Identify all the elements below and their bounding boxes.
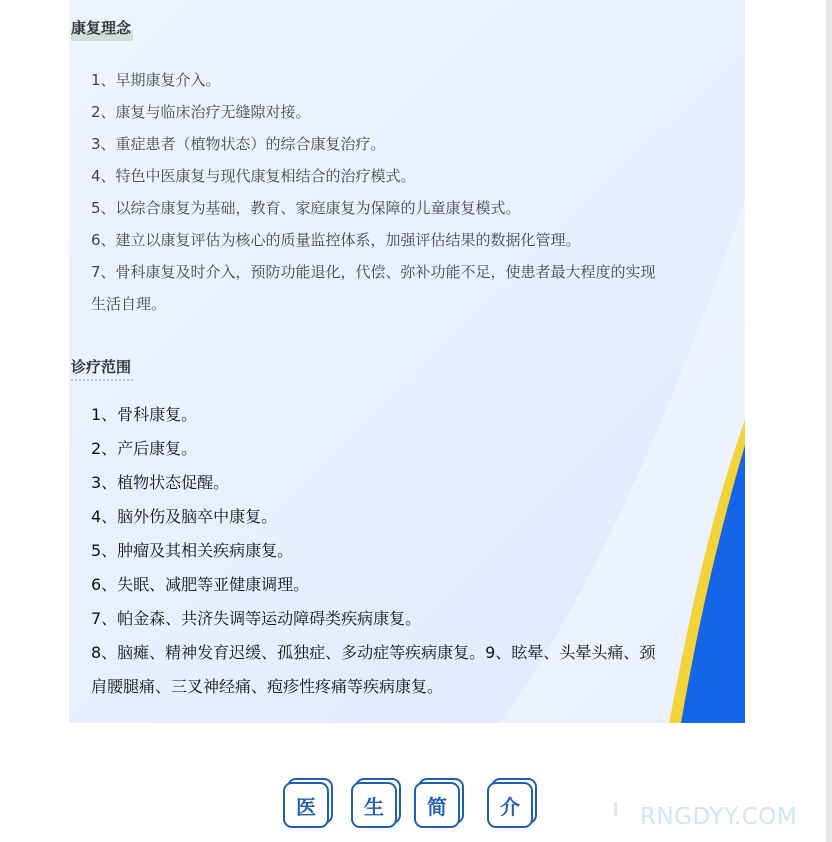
nav-button-sheng[interactable] — [351, 778, 399, 826]
list-item: 1、早期康复介入。 — [91, 71, 221, 89]
list-item: 7、骨科康复及时介入，预防功能退化，代偿、弥补功能不足，使患者最大程度的实现 — [91, 263, 656, 281]
watermark-text: RNGDYY.COM — [640, 804, 798, 830]
scope-list — [91, 398, 731, 704]
list-item: 5、肿瘤及其相关疾病康复。 — [91, 541, 294, 560]
nav-button-yi[interactable] — [283, 778, 331, 826]
list-item: 4、脑外伤及脑卒中康复。 — [91, 507, 278, 526]
list-item: 1、骨科康复。 — [91, 405, 198, 424]
doctor-intro-nav — [283, 778, 543, 828]
list-item: 5、以综合康复为基础，教育、家庭康复为保障的儿童康复模式。 — [91, 199, 521, 217]
list-item: 3、重症患者（植物状态）的综合康复治疗。 — [91, 135, 386, 153]
list-item: 7、帕金森、共济失调等运动障碍类疾病康复。 — [91, 609, 422, 628]
section-title-philosophy: 康复理念 — [71, 17, 133, 41]
list-item: 6、建立以康复评估为核心的质量监控体系，加强评估结果的数据化管理。 — [91, 231, 581, 249]
watermark-mark — [614, 802, 617, 816]
list-item: 2、康复与临床治疗无缝隙对接。 — [91, 103, 311, 121]
page-edge — [826, 0, 832, 842]
button-label: 简 — [414, 782, 460, 828]
nav-button-jie[interactable] — [487, 778, 535, 826]
list-item: 8、脑瘫、精神发育迟缓、孤独症、多动症等疾病康复。9、眩晕、头晕头痛、颈 — [91, 643, 656, 662]
list-item: 6、失眠、减肥等亚健康调理。 — [91, 575, 310, 594]
list-item: 生活自理。 — [91, 295, 167, 313]
section-title-scope: 诊疗范围 — [71, 356, 133, 381]
list-item: 4、特色中医康复与现代康复相结合的治疗模式。 — [91, 167, 416, 185]
content-panel — [69, 0, 745, 723]
list-item: 肩腰腿痛、三叉神经痛、疱疹性疼痛等疾病康复。 — [91, 677, 444, 696]
nav-button-jian[interactable] — [414, 778, 462, 826]
button-label: 生 — [351, 782, 397, 828]
list-item: 2、产后康复。 — [91, 439, 198, 458]
button-label: 医 — [283, 782, 329, 828]
list-item: 3、植物状态促醒。 — [91, 473, 230, 492]
button-label: 介 — [487, 782, 533, 828]
philosophy-list — [91, 64, 731, 320]
